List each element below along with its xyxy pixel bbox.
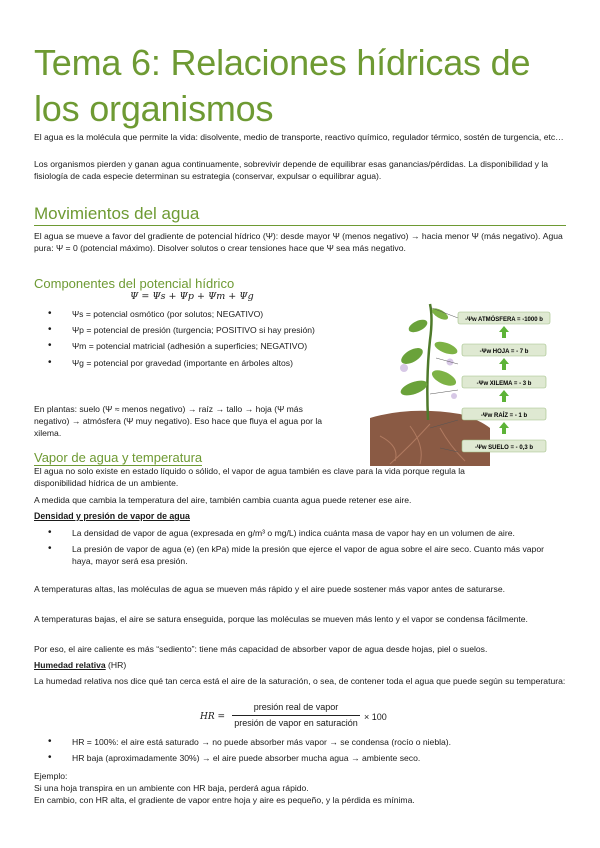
density-list [34, 527, 566, 572]
hr-equation [200, 702, 500, 734]
list-item: • Ψg = potencial por gravedad (importante en árboles altos) [34, 357, 334, 369]
intro-paragraph-1: El agua es la molécula que permite la vida: disolvente, medio de transporte, reactivo químico, regulador térmico, sostén de turgencia, etc… [34, 132, 564, 142]
components-list [34, 308, 334, 373]
hr-heading: Humedad relativa [34, 660, 106, 670]
up-arrow-icon [499, 422, 509, 434]
vapor-paragraph-5: Por eso, el aire caliente es más “sediento”: tiene más capacidad de absorber vapor de agua desde hojas, piel o suelos. [34, 644, 488, 654]
label-suelo: -Ψw SUELO = - 0,3 b [474, 445, 534, 451]
vapor-paragraph-1: El agua no solo existe en estado líquido o sólido, el vapor de agua también es clave para la vida porque regula la disponibilidad hídrica de un ambiente. [34, 466, 465, 489]
hr-abbr: (HR) [108, 660, 127, 670]
example-label: Ejemplo: [34, 771, 68, 781]
label-hoja: -Ψw HOJA = - 7 b [479, 349, 529, 355]
list-item: • La presión de vapor de agua (e) (en kPa) mide la presión que ejerce el vapor de agua sobre el aire seco. Cuanto más vapor haya, mayor será esa presión. [34, 543, 566, 567]
movimientos-paragraph: El agua se mueve a favor del gradiente de potencial hídrico (Ψ): desde mayor Ψ (menos negativo) → hacia menor Ψ (más negativo). Agua pura: Ψ = 0 (potencial máximo). Disolver solutos o crear tensiones hace que Ψ sea más negativo. [34, 231, 563, 254]
water-potential-formula: Ψ = Ψs + Ψp + Ψm + Ψg [130, 291, 254, 302]
hr-list [34, 736, 566, 768]
leaf-shape [433, 339, 459, 357]
up-arrow-icon [499, 326, 509, 338]
leaf-shape [399, 378, 429, 399]
label-atmosfera: -Ψw ATMÓSFERA = -1000 b [465, 317, 543, 323]
plants-paragraph: En plantas: suelo (Ψ ≈ menos negativo) → raíz → tallo → hoja (Ψ más negativo) → atmósfera (Ψ muy negativo). Eso hace que fluya el agua por la xilema. [34, 404, 323, 439]
components-heading: Componentes del potencial hídrico [34, 276, 235, 291]
leaf-shape [430, 367, 459, 389]
plant-stem [427, 304, 431, 420]
list-item: • Ψm = potencial matricial (adhesión a superficies; NEGATIVO) [34, 340, 334, 352]
section-heading-movimientos: Movimientos del agua [34, 204, 566, 226]
leaf-shape [407, 317, 429, 335]
up-arrow-icon [499, 390, 509, 402]
page-title: Tema 6: Relaciones hídricas de los organismos [34, 42, 531, 129]
vapor-paragraph-2: A medida que cambia la temperatura del aire, también cambia cuanta agua puede retener ese aire. [34, 495, 412, 505]
list-item: • La densidad de vapor de agua (expresada en g/m³ o mg/L) indica cuánta masa de vapor hay en un volumen de aire. [34, 527, 566, 539]
flower-shape [451, 393, 457, 399]
example-line-1: Si una hoja transpira en un ambiente con HR baja, perderá agua rápido. [34, 783, 309, 793]
hr-heading-line [34, 659, 566, 671]
list-item: • HR = 100%: el aire está saturado → no puede absorber más vapor → se condensa (rocío o niebla). [34, 736, 566, 748]
vapor-paragraph-3: A temperaturas altas, las moléculas de agua se mueven más rápido y el aire puede sostener más vapor antes de saturarse. [34, 584, 506, 594]
hr-eq-denominator: presión de vapor en saturación [234, 718, 358, 728]
label-raiz: -Ψw RAÍZ = - 1 b [480, 413, 528, 419]
hr-paragraph: La humedad relativa nos dice qué tan cerca está el aire de la saturación, o sea, de contener toda el agua que puede según su temperatura: [34, 676, 566, 686]
example-line-2: En cambio, con HR alta, el gradiente de vapor entre hoja y aire es pequeño, y la pérdida es mínima. [34, 795, 415, 805]
list-item: • Ψp = potencial de presión (turgencia; POSITIVO si hay presión) [34, 324, 334, 336]
hr-eq-rhs: × 100 [364, 712, 387, 722]
list-item: • Ψs = potencial osmótico (por solutos; NEGATIVO) [34, 308, 334, 320]
hr-eq-numerator: presión real de vapor [253, 702, 339, 712]
list-item: • HR baja (aproximadamente 30%) → el aire puede absorber mucha agua → ambiente seco. [34, 752, 566, 764]
leaf-shape [399, 345, 426, 367]
water-potential-diagram [370, 296, 590, 466]
flower-shape [400, 364, 408, 372]
density-heading: Densidad y presión de vapor de agua [34, 511, 190, 521]
up-arrow-icon [499, 358, 509, 370]
vapor-heading: Vapor de agua y temperatura [34, 450, 203, 465]
hr-eq-lhs: HR = [200, 712, 226, 722]
fraction-bar [232, 715, 360, 716]
label-xilema: -Ψw XILEMA = - 3 b [476, 381, 532, 387]
intro-paragraph-2: Los organismos pierden y ganan agua continuamente, sobrevivir depende de equilibrar esas ganancias/pérdidas. La disponibilidad y la fisiología de cada especie determinan su estrategia (conservar, expulsar o equilibrar agua). [34, 159, 549, 182]
vapor-paragraph-4: A temperaturas bajas, el aire se satura enseguida, porque las moléculas se mueven más lento y el vapor se condensa fácilmente. [34, 614, 528, 624]
